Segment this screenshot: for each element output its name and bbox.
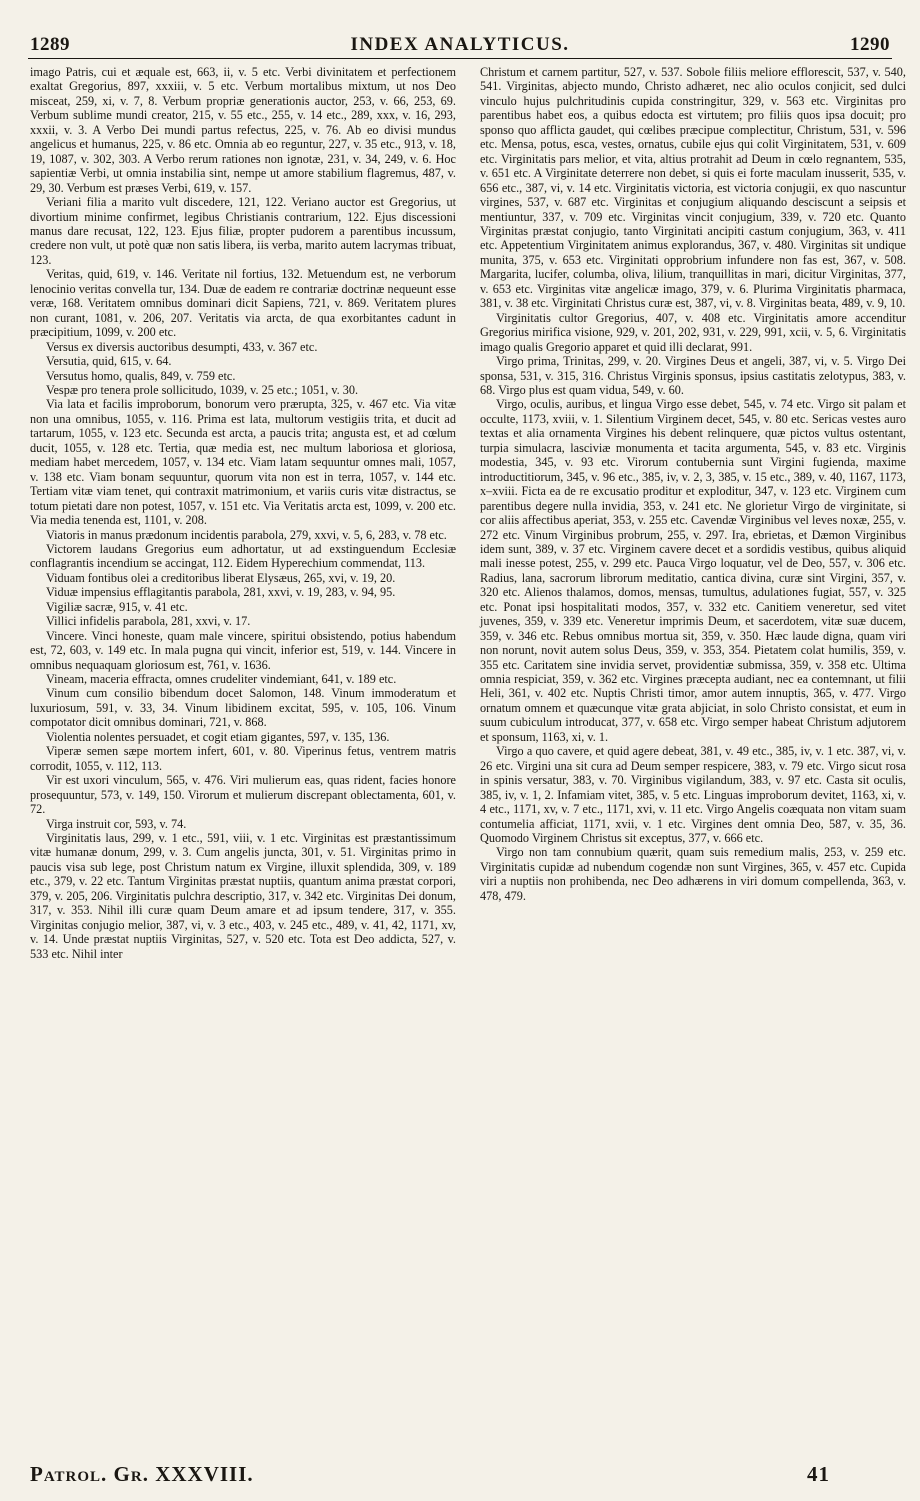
- page-header: [28, 28, 892, 59]
- index-entry: Versutus homo, qualis, 849, v. 759 etc.: [46, 368, 236, 383]
- index-entry: Virgo non tam connubium quærit, quam suis remedium malis, 253, v. 259 etc. Virginitatis cupidæ ad nubendum cogendæ non sunt Virgines, 365, v. 457 etc. Cupida viri a nuptiis non prohibenda, nec Deo adhærens in viri domum compellenda, 363, v. 478, 479.: [480, 845, 906, 903]
- index-entry: Vinum cum consilio bibendum docet Salomon, 148. Vinum immoderatum et luxuriosum, 591, v. 33, 34. Vinum libidinem excitat, 595, v. 105, 106. Vinum compotator dicit omnibus dominari, 721, v. 868.: [30, 686, 456, 730]
- index-entry: Viperæ semen sæpe mortem infert, 601, v. 80. Viperinus fetus, ventrem matris corrodit, 1055, v. 112, 113.: [30, 744, 456, 773]
- volume-signature: Patrol. Gr. XXXVIII.: [30, 1462, 254, 1486]
- index-entry: Via lata et facilis improborum, bonorum vero prærupta, 325, v. 467 etc. Via vitæ non una omnibus, 1055, v. 116. Prima est lata, multorum vestigiis trita, et ducit ad tartarum, 1055, v. 123 etc. Secunda est arcta, a paucis trita; angusta est, et ad cœlum ducit, 1055, v. 128 etc. Tertia, quæ media est, nec multum laboriosa et gloriosa, mediam habet mercedem, 1057, v. 134 etc. Viam latam sequuntur omnes mali, 1057, v. 138 etc. Viam bonam sequuntur, quorum vita non est in terra, 1057, v. 144 etc. Tertiam vitæ viam tenet, qui contraxit matrimonium, et variis curis vitæ distractus, se totum pietati dare non potest, 1057, v. 151 etc. Via Veritatis arcta est, 1099, v. 200 etc. Via media tenenda est, 1101, v. 208.: [30, 397, 456, 528]
- index-entry: Vincere. Vinci honeste, quam male vincere, spiritui obsistendo, potius habendum est, 72, 603, v. 149 etc. In mala pugna qui vincit, inferior est, 519, v. 144. Vincere in omnibus nequaquam gloriosum est, 761, v. 1636.: [30, 628, 456, 672]
- index-entry: Vespæ pro tenera prole sollicitudo, 1039, v. 25 etc.; 1051, v. 30.: [46, 382, 359, 397]
- index-entry: Christum et carnem partitur, 527, v. 537. Sobole filiis meliore efflorescit, 537, v. 540, 541. Virginitas, abjecto mundo, Christo adhæret, nec alio oculos conjicit, sed dulci vinculo hujus pulchritudinis cupida constringitur, 329, v. 563 etc. Virginitas pro parentibus habet eos, a quibus edocta est virtutem; pro filiis quos ipsa docuit; pro sponso quo afflicta gaudet, qui cœlibes præcipue complectitur, Christum, 531, v. 596 etc. Mensa, potus, esca, vestes, ornatus, cubile ejus qui colit Virginitatem, 531, v. 609 etc. Virginitatis pars melior, et vita, altius protrahit ad Deum in cœlo regnantem, 535, v. 651 etc. A Virginitate deterrere non debet, si quis ei forte maculam inusserit, 535, v. 656 etc., 387, vi, v. 14 etc. Virginitatis victoria, est victoria conjugii, ex quo nascuntur virgines, 537, v. 687 etc. Virginitas et conjugium aliquando desciscunt a seipsis et mentiuntur, 337, v. 709 etc. Virginitas vincit conjugium, 339, v. 720 etc. Quanto Virginitas præstat conjugio, tanto Virginitati ancipiti castum conjugium, 363, v. 411 etc. Appetentium Virginitatem animus explorandus, 367, v. 480. Virginitas sit undique munita, 375, v. 653 etc. Virginitati opprobrium infundere non fas est, 367, v. 508. Margarita, lucifer, columba, oliva, lilium, tranquillitas in mari, dicitur Virginitas, 377, v. 653 etc. Virginitas vitæ angelicæ imago, 379, v. 6. Plurima Virginitatis pharmaca, 381, v. 38 etc. Virginitati Christus curæ est, 387, vi, v. 8. Virginitas beata, 489, v. 9, 10.: [480, 65, 906, 311]
- index-entry: Virgo prima, Trinitas, 299, v. 20. Virgines Deus et angeli, 387, vi, v. 5. Virgo Dei sponsa, 531, v. 315, 316. Christus Virginis sponsus, ipsius castitatis zelotypus, 383, v. 68. Virgo plus est quam vidua, 549, v. 60.: [480, 354, 906, 397]
- index-entry: Viduam fontibus olei a creditoribus liberat Elysæus, 265, xvi, v. 19, 20.: [46, 570, 396, 585]
- running-title: INDEX ANALYTICUS.: [350, 34, 570, 55]
- index-entry: Vigiliæ sacræ, 915, v. 41 etc.: [46, 599, 188, 614]
- right-column: [480, 65, 906, 903]
- right-page-number: 1290: [850, 34, 890, 55]
- page-footer: [30, 1462, 890, 1490]
- index-entry: Villici infidelis parabola, 281, xxvi, v. 17.: [46, 614, 251, 629]
- index-entry: Virga instruit cor, 593, v. 74.: [46, 816, 187, 831]
- index-entry: Vir est uxori vinculum, 565, v. 476. Viri mulierum eas, quas rident, facies honore prosequuntur, 573, v. 149, 150. Virorum et mulierum discrepant oblectamenta, 601, v. 72.: [30, 773, 456, 817]
- index-entry: Versus ex diversis auctoribus desumpti, 433, v. 367 etc.: [46, 339, 318, 354]
- index-entry: Versutia, quid, 615, v. 64.: [46, 354, 172, 369]
- index-entry: imago Patris, cui et æquale est, 663, ii, v. 5 etc. Verbi divinitatem et perfectionem exaltat Gregorius, 897, xxxiii, v. 5 etc. Verbum mortalibus mixtum, ut nos Deo misceat, 259, xi, v. 7, 8. Verbum propriæ generationis auctor, 253, v. 66, 253, 69. Verbum sublime mundi creator, 215, v. 55 etc., 255, v. 14 etc., 289, xxx, v. 16, 293, xxxii, v. 3. A Verbo Dei mundi partus refectus, 225, v. 76. Ab eo divisi mundus angelicus et humanus, 225, v. 86 etc. Omnia ab eo reguntur, 227, v. 35 etc., 913, v. 18, 19, 1087, v. 302, 303. A Verbo rerum rationes non ignotæ, 231, v. 34, 249, v. 6. Hoc sapientiæ Verbi, ut omnia instabilia sint, nempe ut amore stabilium flagremus, 487, v. 29, 30. Verbum est præses Verbi, 619, v. 157.: [30, 65, 456, 195]
- left-page-number: 1289: [30, 34, 70, 55]
- index-entry: Veriani filia a marito vult discedere, 121, 122. Veriano auctor est Gregorius, ut divortium minime confirmet, legibus Christianis contrarium, 122. Ejus discessioni manus dare recusat, 122, 123. Ejus filiæ, propter pudorem a parentibus incussum, credere non vult, ut potè quæ non satis libera, iis verba, marito autem lacrymas tribuat, 123.: [30, 195, 456, 267]
- index-entry: Viatoris in manus prædonum incidentis parabola, 279, xxvi, v. 5, 6, 283, v. 78 etc.: [46, 527, 447, 542]
- text-columns: [22, 65, 906, 1455]
- index-entry: Vineam, maceria effracta, omnes crudeliter vindemiant, 641, v. 189 etc.: [46, 672, 397, 687]
- index-entry: Virginitatis cultor Gregorius, 407, v. 408 etc. Virginitatis amore accenditur Gregorius mirifica visione, 929, v. 201, 202, 931, v. 229, 991, xcii, v. 5, 6. Virginitatis imago qualis Gregorio apparet et quid illi declarat, 991.: [480, 310, 906, 354]
- index-entry: Virgo, oculis, auribus, et lingua Virgo esse debet, 545, v. 74 etc. Virgo sit palam et occulte, 1173, xviii, v. 1. Silentium Virginem decet, 545, v. 80 etc. Sericas vestes auro textas et alia ornamenta Virgines his debent relinquere, quæ pictos vultus ostentant, turpia simulacra, lasciviæ monumenta et tacita argumenta, 545, v. 83 etc. Virginis modestia, 345, v. 93 etc. Virorum contubernia sunt Virgini fugienda, maxime introductitiorum, 345, v. 96 etc., 385, iv, v. 2, 3, 385, v. 15 etc., 389, v. 40, 1167, 1173, x–xviii. Ficta ea de re excusatio proditur et exploditur, 347, v. 123 etc. Virginem cum parentibus degere nulla invidia, 353, v. 241 etc. Ne glorietur Virgo de virginitate, si cor aliis affectibus aperiat, 353, v. 255 etc. Cavendæ Virginibus vel leves noxæ, 255, v. 272 etc. Vinum Virginibus probrum, 255, v. 297. Ira, ebrietas, et Dæmon Virginibus idem sunt, 389, v. 37 etc. Virginem cavere decet et a sordidis vestibus, quibus aliquid mali inesse potest, 255, v. 299 etc. Pauca Virgo loquatur, vel de Deo, 557, v. 306 etc. Radius, lana, sacrorum librorum meditatio, cantica divina, curæ sint Virgini, 357, v. 320 etc. Alienos thalamos, domos, mensas, tumultus, adulationes fugiat, 557, v. 325 etc. Ponat ipsi hospitalitati modos, 357, v. 332 etc. Canitiem veneretur, sed vitet juvenes, 359, v. 339 etc. Veneretur imprimis Deum, et sacerdotem, vitæ suæ ducem, 359, v. 346 etc. Rebus omnibus mortua sit, 359, v. 350. Hæc laude digna, quam viri non norunt, novit autem solus Deus, 359, v. 353, 354. Pietatem colat humilis, 359, v. 355 etc. Caritatem sine invidia servet, providentiæ submissa, 359, v. 358 etc. Ultima omnia respiciat, 359, v. 362 etc. Virgines præcepta audiant, nec ea contemnant, ut filii Heli, 361, v. 402 etc. Nuptis Christi timor, amor autem innuptis, 365, v. 477. Virgo ornatum omnem et quæcunque vitæ grata abjiciat, in solo Christo consistat, et eum in suum cubiculum introducat, 377, v. 658 etc. Virgo semper habeat Christum adjutorem et sponsum, 1163, xi, v. 1.: [480, 397, 906, 744]
- signature-number: 41: [807, 1462, 830, 1486]
- left-column: [30, 65, 456, 961]
- index-entry: Virginitatis laus, 299, v. 1 etc., 591, viii, v. 1 etc. Virginitas est præstantissimum vitæ humanæ donum, 299, v. 3. Cum angelis juncta, 301, v. 51. Virginitas primo in paucis visa sub lege, post Christum natum ex Virgine, illuxit splendida, 309, v. 189 etc., 379, v. 22 etc. Tantum Virginitas præstat nuptiis, quantum anima præstat corpori, 379, v. 205, 206. Virginitatis pulchra descriptio, 317, v. 342 etc. Virginitas Dei donum, 317, v. 353. Nihil illi curæ quam Deum amare et ad ipsum tendere, 317, v. 355. Virginitas conjugio melior, 387, vi, v. 3 etc., 403, v. 245 etc., 489, v. 41, 42, 1171, xv, v. 14. Unde præstat nuptiis Virginitas, 527, v. 520 etc. Tota est Deo addicta, 527, v. 533 etc. Nihil inter: [30, 831, 456, 961]
- index-entry: Virgo a quo cavere, et quid agere debeat, 381, v. 49 etc., 385, iv, v. 1 etc. 387, vi, v. 26 etc. Virgini una sit cura ad Deum semper respicere, 383, v. 79 etc. Virgo sicut rosa in spinis versatur, 383, v. 70. Virginibus vigilandum, 383, v. 97 etc. Casta sit oculis, 385, iv, v. 1, 2. Infamiam vitet, 385, v. 5 etc. Linguas improborum devitet, 1163, xi, v. 4 etc., 1171, xv, v. 7 etc., 1171, xvi, v. 11 etc. Virgo Angelis coæquata non vitam suam contumelia afficiat, 1171, xvii, v. 1 etc. Virgines dent omnia Deo, 587, v. 35, 36. Quomodo Virginem Christus sit exceptus, 377, v. 666 etc.: [480, 744, 906, 846]
- index-entry: Violentia nolentes persuadet, et cogit etiam gigantes, 597, v. 135, 136.: [46, 729, 390, 744]
- index-entry: Viduæ impensius efflagitantis parabola, 281, xxvi, v. 19, 283, v. 94, 95.: [46, 585, 396, 600]
- index-entry: Veritas, quid, 619, v. 146. Veritate nil fortius, 132. Metuendum est, ne verborum lenocinio veritas convella tur, 134. Duæ de eadem re contrariæ doctrinæ nequeunt esse veræ, 168. Veritatem omnibus dominari dicit Sapiens, 721, v. 869. Veritatem plures non curant, 1081, v. 206, 207. Veritatis via arcta, de qua exorbitantes cadunt in præcipitium, 1099, v. 200 etc.: [30, 267, 456, 340]
- index-entry: Victorem laudans Gregorius eum adhortatur, ut ad exstinguendum Ecclesiæ conflagrantis incendium se accingat, 112. Eidem Hyperechium commendat, 113.: [30, 541, 456, 571]
